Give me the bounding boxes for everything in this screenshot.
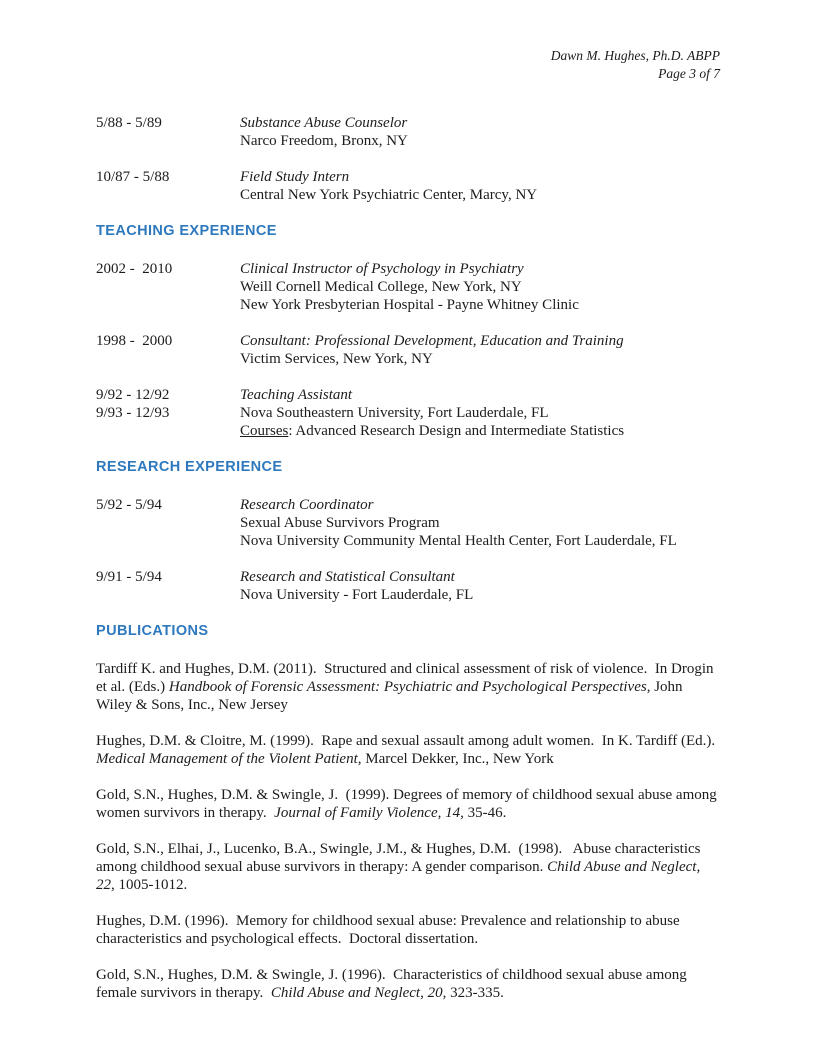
publication-item	[96, 786, 720, 822]
entry-line	[240, 132, 720, 150]
text-run: Weill Cornell Medical College, New York, NY	[240, 279, 522, 295]
entry-details	[240, 386, 720, 440]
entry-dates	[96, 496, 240, 550]
entry-dates	[96, 168, 240, 204]
entry-line	[240, 568, 720, 586]
text-run: Nova University - Fort Lauderdale, FL	[240, 587, 474, 603]
entry-line	[240, 168, 720, 186]
entry-date-range: 9/91 - 5/94	[96, 569, 162, 585]
italic-text-run: Medical Management of the Violent Patient,	[96, 751, 362, 767]
page-header	[96, 47, 720, 83]
header-page-number: Page 3 of 7	[658, 66, 720, 81]
entry-date-range: 9/93 - 12/93	[96, 405, 170, 421]
entry-line	[240, 386, 720, 404]
experience-entry	[96, 260, 720, 314]
entry-line	[240, 260, 720, 278]
entry-line	[240, 422, 720, 440]
entry-dates	[96, 260, 240, 314]
text-run: Tardiff K. and Hughes, D.M. (2011). Structured and clinical assessment of risk of violence. In Drogin et al. (Eds.)	[96, 661, 718, 695]
publication-item	[96, 732, 723, 768]
header-author-name: Dawn M. Hughes, Ph.D. ABPP	[550, 48, 720, 63]
italic-text-run: Substance Abuse Counselor	[240, 115, 408, 131]
experience-entry	[96, 114, 720, 150]
entry-details	[240, 568, 720, 604]
experience-entry	[96, 496, 720, 550]
entry-details	[240, 168, 720, 204]
text-run: , 1005-1012.	[111, 877, 188, 893]
publication-item	[96, 840, 720, 894]
publication-item	[96, 912, 720, 948]
entry-date-range: 1998 - 2000	[96, 333, 173, 349]
text-run: Nova Southeastern University, Fort Lauderdale, FL	[240, 405, 549, 421]
text-run: New York Presbyterian Hospital - Payne Whitney Clinic	[240, 297, 579, 313]
text-run: Central New York Psychiatric Center, Marcy, NY	[240, 187, 538, 203]
entry-dates	[96, 386, 240, 440]
entry-date-range: 5/88 - 5/89	[96, 115, 162, 131]
experience-entry	[96, 386, 720, 440]
entry-dates	[96, 332, 240, 368]
entry-details	[240, 114, 720, 150]
experience-entry	[96, 332, 720, 368]
italic-text-run: Handbook of Forensic Assessment: Psychiatric and Psychological Perspectives	[168, 679, 647, 695]
italic-text-run: Field Study Intern	[240, 169, 350, 185]
entry-date-range: 5/92 - 5/94	[96, 497, 162, 513]
text-run: Gold, S.N., Hughes, D.M. & Swingle, J. (1996). Characteristics of childhood sexual abuse among female survivors in therapy.	[96, 967, 691, 1001]
italic-text-run: Consultant: Professional Development, Education and Training	[240, 333, 624, 349]
entry-details	[240, 260, 720, 314]
entry-line	[240, 296, 720, 314]
text-run: 35-46.	[463, 805, 507, 821]
italic-text-run: Teaching Assistant	[240, 387, 353, 403]
entry-line	[240, 350, 720, 368]
text-run: Nova University Community Mental Health Center, Fort Lauderdale, FL	[240, 533, 677, 549]
experience-entry	[96, 568, 720, 604]
section-heading-research-experience: RESEARCH EXPERIENCE	[96, 459, 283, 475]
entry-date-range: 9/92 - 12/92	[96, 387, 170, 403]
entry-line	[240, 532, 720, 550]
text-run: , 323-335.	[442, 985, 504, 1001]
entry-line	[240, 496, 720, 514]
text-run: Gold, S.N., Hughes, D.M. & Swingle, J. (1999). Degrees of memory of childhood sexual abuse among women survivors in therapy.	[96, 787, 721, 821]
entry-line	[240, 332, 720, 350]
italic-text-run: Child Abuse and Neglect, 20	[270, 985, 443, 1001]
text-run: Victim Services, New York, NY	[240, 351, 433, 367]
italic-text-run: Journal of Family Violence, 14,	[274, 805, 464, 821]
text-run: Marcel Dekker, Inc., New York	[361, 751, 554, 767]
text-run: Hughes, D.M. (1996). Memory for childhood sexual abuse: Prevalence and relationship to abuse characteristics and psychological effects. Doctoral dissertation.	[96, 913, 684, 947]
entry-details	[240, 496, 720, 550]
section-heading-publications: PUBLICATIONS	[96, 623, 209, 639]
entry-line	[240, 114, 720, 132]
text-run: , John Wiley & Sons, Inc., New Jersey	[96, 679, 687, 713]
text-run: Hughes, D.M. & Cloitre, M. (1999). Rape and sexual assault among adult women. In K. Tardiff (Ed.).	[96, 733, 723, 749]
publication-item	[96, 966, 720, 1002]
cv-content	[96, 114, 723, 1002]
entry-details	[240, 332, 720, 368]
italic-text-run: Research and Statistical Consultant	[240, 569, 455, 585]
entry-line	[240, 514, 720, 532]
text-run: Narco Freedom, Bronx, NY	[240, 133, 408, 149]
entry-line	[240, 278, 720, 296]
publication-item	[96, 660, 720, 714]
entry-line	[240, 586, 720, 604]
entry-dates	[96, 568, 240, 604]
italic-text-run: Child Abuse and Neglect, 22	[96, 859, 704, 893]
section-heading-teaching-experience: TEACHING EXPERIENCE	[96, 223, 277, 239]
italic-text-run: Clinical Instructor of Psychology in Psychiatry	[240, 261, 524, 277]
underlined-text-run: Courses	[240, 423, 289, 439]
italic-text-run: Research Coordinator	[240, 497, 374, 513]
experience-entry	[96, 168, 720, 204]
text-run: : Advanced Research Design and Intermediate Statistics	[288, 423, 625, 439]
text-run: Gold, S.N., Elhai, J., Lucenko, B.A., Swingle, J.M., & Hughes, D.M. (1998). Abuse characteristics among childhood sexual abuse survivors in therapy: A gender comparison.	[96, 841, 705, 875]
entry-line	[240, 186, 720, 204]
entry-dates	[96, 114, 240, 150]
entry-line	[240, 404, 720, 422]
entry-date-range: 10/87 - 5/88	[96, 169, 170, 185]
text-run: Sexual Abuse Survivors Program	[240, 515, 440, 531]
entry-date-range: 2002 - 2010	[96, 261, 173, 277]
